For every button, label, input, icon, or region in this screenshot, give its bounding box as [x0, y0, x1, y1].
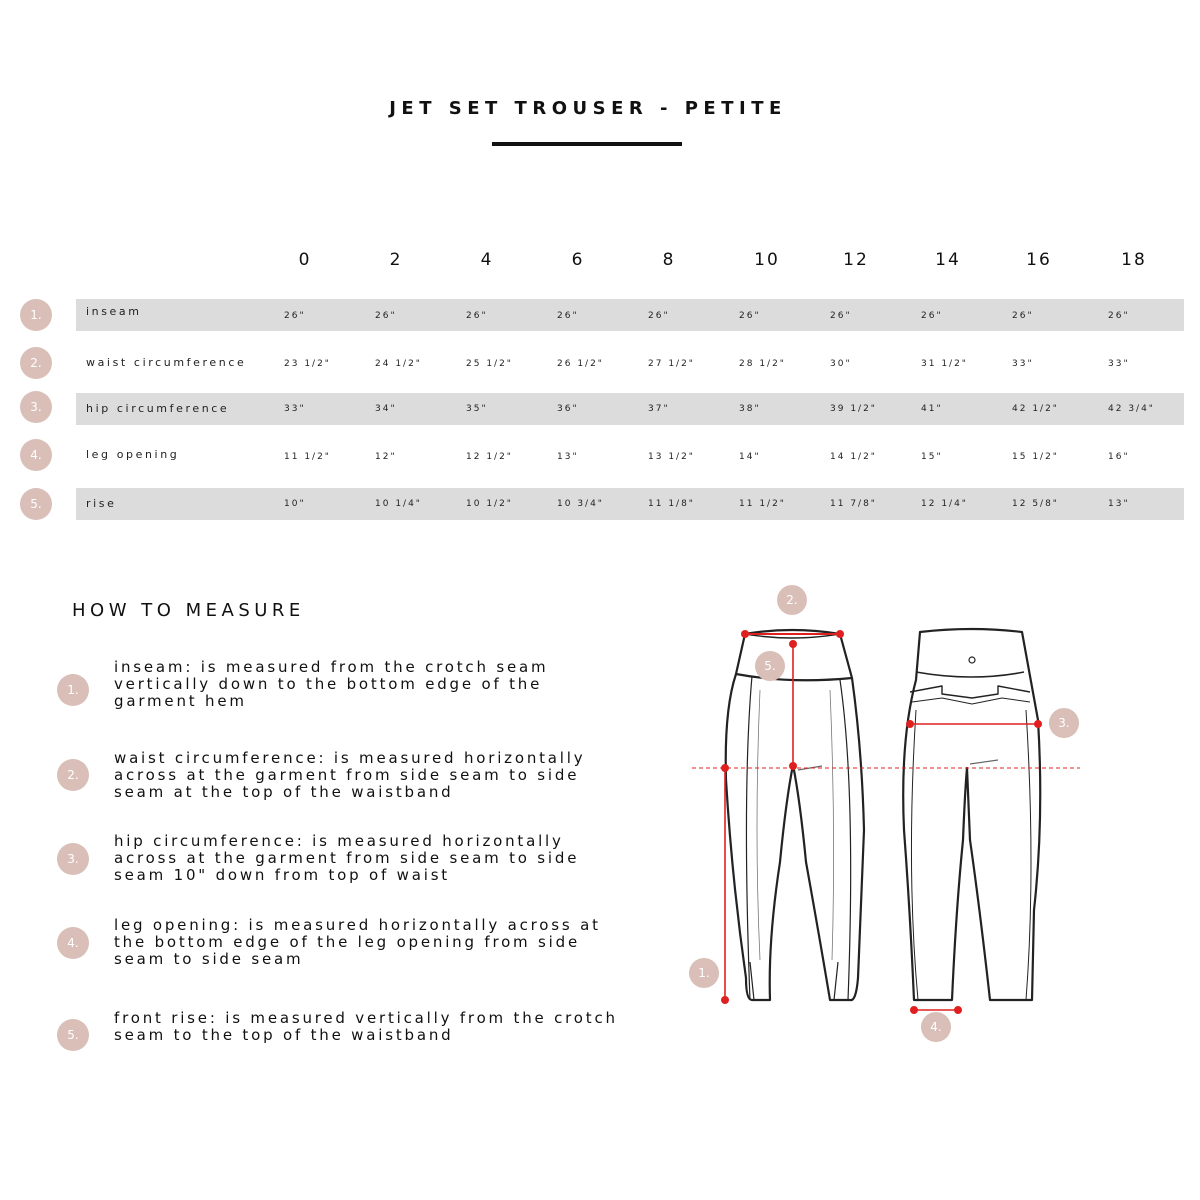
back-waistband-seam	[916, 672, 1024, 677]
table-cell: 23 1/2"	[284, 359, 331, 369]
table-cell: 11 1/8"	[648, 499, 695, 509]
row-label: hip circumference	[86, 402, 230, 415]
diagram-marker-hip: 3.	[1049, 708, 1079, 738]
row-number-badge: 4.	[20, 439, 52, 471]
row-label: rise	[86, 497, 117, 510]
table-cell: 11 1/2"	[739, 499, 786, 509]
inseam-dot	[722, 997, 729, 1004]
rise-dot	[790, 641, 797, 648]
table-cell: 30"	[830, 359, 852, 369]
table-cell: 10"	[284, 499, 306, 509]
size-header: 12	[843, 250, 869, 270]
size-header: 8	[662, 250, 676, 270]
size-header: 18	[1121, 250, 1147, 270]
table-cell: 14"	[739, 452, 761, 462]
size-header: 10	[754, 250, 780, 270]
diagram-marker-inseam: 1.	[689, 958, 719, 988]
table-cell: 42 1/2"	[1012, 404, 1059, 414]
table-cell: 36"	[557, 404, 579, 414]
back-right-seam	[1026, 710, 1031, 1000]
table-cell: 11 1/2"	[284, 452, 331, 462]
size-header: 0	[298, 250, 312, 270]
page-title: JET SET TROUSER - PETITE	[389, 98, 787, 119]
table-cell: 13"	[557, 452, 579, 462]
table-cell: 27 1/2"	[648, 359, 695, 369]
table-cell: 33"	[284, 404, 306, 414]
back-button	[969, 657, 975, 663]
table-cell: 15"	[921, 452, 943, 462]
instruction-number-badge: 1.	[57, 674, 89, 706]
table-cell: 42 3/4"	[1108, 404, 1155, 414]
table-cell: 26"	[921, 311, 943, 321]
inseam-dot	[722, 765, 729, 772]
table-cell: 38"	[739, 404, 761, 414]
diagram-marker-rise: 5.	[755, 651, 785, 681]
diagram-marker-leg-opening: 4.	[921, 1012, 951, 1042]
front-slit-right	[834, 962, 838, 1000]
instruction-number-badge: 5.	[57, 1019, 89, 1051]
table-cell: 11 7/8"	[830, 499, 877, 509]
row-number-badge: 5.	[20, 488, 52, 520]
front-slit-left	[750, 962, 754, 1000]
table-cell: 13 1/2"	[648, 452, 695, 462]
back-yoke-lower	[912, 698, 1030, 704]
size-header: 2	[389, 250, 403, 270]
table-cell: 10 1/4"	[375, 499, 422, 509]
table-cell: 28 1/2"	[739, 359, 786, 369]
front-crease-right	[830, 690, 834, 960]
table-cell: 12 1/4"	[921, 499, 968, 509]
row-label: leg opening	[86, 448, 180, 461]
row-number-badge: 3.	[20, 391, 52, 423]
instruction-text: waist circumference: is measured horizontally across at the garment from side seam to side seam at the top of the waistband	[114, 749, 586, 801]
table-cell: 16"	[1108, 452, 1130, 462]
front-trouser-drawing	[726, 630, 864, 1000]
waist-dot	[742, 631, 749, 638]
table-cell: 10 1/2"	[466, 499, 513, 509]
table-cell: 25 1/2"	[466, 359, 513, 369]
row-number-badge: 1.	[20, 299, 52, 331]
table-cell: 41"	[921, 404, 943, 414]
table-cell: 26"	[375, 311, 397, 321]
instruction-number-badge: 3.	[57, 843, 89, 875]
size-header: 6	[571, 250, 585, 270]
table-cell: 31 1/2"	[921, 359, 968, 369]
hip-dot	[907, 721, 914, 728]
table-cell: 33"	[1012, 359, 1034, 369]
row-label: inseam	[86, 305, 142, 318]
instruction-text: inseam: is measured from the crotch seam vertically down to the bottom edge of the garment hem	[114, 658, 549, 710]
instruction-number-badge: 2.	[57, 759, 89, 791]
table-cell: 26"	[830, 311, 852, 321]
table-cell: 12"	[375, 452, 397, 462]
back-trouser-outline	[903, 629, 1040, 1000]
table-cell: 10 3/4"	[557, 499, 604, 509]
instruction-text: hip circumference: is measured horizontally across at the garment from side seam to side seam 10" down from top of waist	[114, 832, 580, 884]
front-right-seam	[840, 680, 851, 1000]
front-waistband-seam	[736, 674, 852, 680]
front-crease-left	[757, 690, 760, 960]
how-to-measure-title: HOW TO MEASURE	[72, 600, 305, 621]
trouser-diagram-svg	[680, 580, 1100, 1050]
table-cell: 35"	[466, 404, 488, 414]
instruction-text: front rise: is measured vertically from the crotch seam to the top of the waistband	[114, 1009, 618, 1044]
instruction-text: leg opening: is measured horizontally across at the bottom edge of the leg opening from side seam to side seam	[114, 916, 601, 968]
table-cell: 34"	[375, 404, 397, 414]
table-cell: 26"	[466, 311, 488, 321]
table-cell: 14 1/2"	[830, 452, 877, 462]
table-cell: 39 1/2"	[830, 404, 877, 414]
trouser-measurement-diagram	[680, 580, 1100, 1050]
leg-opening-dot	[955, 1007, 962, 1014]
table-cell: 26"	[1108, 311, 1130, 321]
back-trouser-drawing	[903, 629, 1040, 1000]
table-cell: 24 1/2"	[375, 359, 422, 369]
row-label: waist circumference	[86, 356, 247, 369]
table-cell: 37"	[648, 404, 670, 414]
hip-dot	[1035, 721, 1042, 728]
diagram-marker-waist: 2.	[777, 585, 807, 615]
instruction-number-badge: 4.	[57, 927, 89, 959]
table-cell: 26"	[739, 311, 761, 321]
back-crotch-mark	[970, 760, 998, 764]
table-cell: 13"	[1108, 499, 1130, 509]
title-underline	[492, 142, 682, 146]
table-cell: 12 5/8"	[1012, 499, 1059, 509]
table-cell: 26"	[1012, 311, 1034, 321]
measurement-lines	[692, 631, 1080, 1014]
table-cell: 12 1/2"	[466, 452, 513, 462]
size-header: 14	[935, 250, 961, 270]
table-cell: 26"	[284, 311, 306, 321]
table-cell: 26"	[648, 311, 670, 321]
row-number-badge: 2.	[20, 347, 52, 379]
back-yoke	[910, 686, 1030, 698]
size-header: 16	[1026, 250, 1052, 270]
size-header: 4	[480, 250, 494, 270]
front-left-seam	[746, 676, 752, 1000]
leg-opening-dot	[911, 1007, 918, 1014]
waist-dot	[837, 631, 844, 638]
table-cell: 26 1/2"	[557, 359, 604, 369]
table-cell: 26"	[557, 311, 579, 321]
table-cell: 33"	[1108, 359, 1130, 369]
table-cell: 15 1/2"	[1012, 452, 1059, 462]
